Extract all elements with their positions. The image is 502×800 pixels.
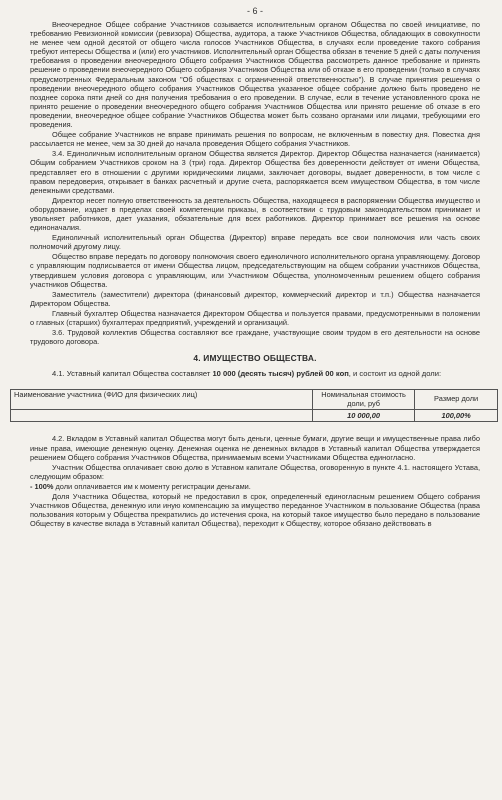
capital-statement — [30, 369, 480, 379]
shares-table — [10, 389, 498, 423]
page-number: - 6 - — [246, 6, 263, 16]
payment-line — [30, 482, 480, 491]
capital-suffix: , и состоит из одной доли: — [348, 369, 442, 379]
table-header-row — [11, 389, 498, 410]
table-row — [11, 410, 498, 422]
section-title: 4. ИМУЩЕСТВО ОБЩЕСТВА. — [193, 353, 317, 364]
column-header-nominal-value: Номинальная стоимость доли, руб — [312, 389, 414, 410]
paragraph-deputy-director: Заместитель (заместители) директора (финансовый директор, коммерческий директор и т.п.) Общества назначается Директором Общества. — [30, 289, 480, 308]
paragraph-manager-contract: Общество вправе передать по договору полномочия своего единоличного исполнительного органа управляющему. Договор с управляющим подписывается от имени Общества лицом, председательствующим на общем собрании участников Общества, утвердившем условия договора с управляющим, или Участником Общества, уполномоченным решением общего собрания участников Общества. — [30, 252, 480, 289]
paragraph-workforce: 3.6. Трудовой коллектив Общества составляют все граждане, участвующие своим трудом в его деятельности на основе трудового договора. — [30, 328, 480, 347]
column-header-participant: Наименование участника (ФИО для физических лиц) — [11, 389, 313, 410]
paragraph-chief-accountant: Главный бухгалтер Общества назначается Директором Общества и пользуется правами, предусмотренными в положении о главных (старших) бухгалтерах предприятий, учреждений и организаций. — [30, 308, 480, 327]
cell-nominal-value: 10 000,00 — [312, 410, 414, 422]
capital-prefix: 4.1. Уставный капитал Общества составляет — [52, 369, 213, 379]
capital-amount: 10 000 (десять тысяч) рублей 00 коп — [212, 369, 349, 379]
paragraph-director-responsibility: Директор несет полную ответственность за деятельность Общества, находящееся в распоряжении Общества имущество и оборудование, издает в пределах своей компетенции приказы, в соответствии с трудовым законодательством принимает и увольняет работников, дает указания, обязательные для всех работников. Директор принимает все решения на основе единоначалия. — [30, 195, 480, 233]
cell-share-size: 100,00% — [415, 410, 498, 422]
paragraph-payment-method: Участник Общества оплачивает свою долю в Уставном капитале Общества, оговоренную в пункте 4.1. настоящего Устава, следующим образом: — [30, 462, 480, 481]
paragraph-contributions: 4.2. Вкладом в Уставный капитал Общества могут быть деньги, ценные бумаги, другие вещи и имущественные права либо иные права, имеющие денежную оценку. Денежная оценка не денежных вкладов в Уставный капитал Общества утверждается решением Общего собрания Участников Общества, принимаемым всеми Участниками Общества единогласно. — [30, 434, 480, 462]
paragraph-extraordinary-meeting: Внеочередное Общее собрание Участников созывается исполнительным органом Общества по своей инициативе, по требованию Ревизионной комиссии (ревизора) Общества, аудитора, а также Участников Общества, обладающих в совокупности не менее чем одной десятой от общего числа голосов Участников Общества, в случаях если проведение такого собрания требуют интересы Общества и (или) его участников. Исполнительный орган Общества обязан в течение 5 дней с даты получения требования о проведении внеочередного Общего собрания Участников Общества рассмотреть данное требование и принять решение о проведении внеочередного Общего собрания Участников Общества или об отказе в его проведении (только в случаях предусмотренных Федеральным законом "Об обществах с ограниченной ответственностью"). В случае принятия решения о проведении внеочередного общего собрания Участников Общества указанное общее собрание должно быть проведено не позднее сорока пяти дней со дня получения требования о его проведении. В случае, если в течение установленного срока не принято решение о проведении внеочередного общего собрания Участников Общества или принято решение об отказе в его проведении, внеочередное общее собрание Участников Общества может быть созвано органами или лицами, требующими его проведения. — [30, 20, 480, 130]
paragraph-delegation: Единоличный исполнительный орган Общества (Директор) вправе передать все свои полномочия или часть своих полномочий другому лицу. — [30, 233, 480, 252]
paragraph-director-appointment: 3.4. Единоличным исполнительным органом Общества является Директор. Директор Общества назначается (нанимается) Общим собранием Участников сроком на 3 (три) года. Директор Общества без доверенности действует от имени Общества, представляет его в отношении с другими юридическими лицами, заключает договоры, выдает доверенности, в том числе с правом передоверия, открывает в банках расчетный и другие счета, распоряжается всем имуществом Общества, в том числе денежными средствами. — [30, 149, 480, 195]
paragraph-share-transfer: Доля Участника Общества, который не предоставил в срок, определенный единогласным решением Общего собрания Участников Общества, денежную или иную компенсацию за имущество переданное Участником в пользование Общества (права пользования которым у Общества прекратились до истечения срока, на который такое имущество было передано в пользование Обществу в качестве вклада в Уставный капитал Общества), переходит к Обществу, которое обязано действовать в — [30, 492, 480, 529]
column-header-share-size: Размер доли — [415, 389, 498, 410]
cell-participant — [11, 410, 313, 422]
payment-rest: доли оплачивается им к моменту регистрации деньгами. — [53, 481, 251, 491]
payment-percent: - 100% — [30, 481, 54, 491]
paragraph-agenda: Общее собрание Участников не вправе принимать решения по вопросам, не включенным в повестку дня. Повестка дня рассылается не менее, чем за 30 дней до начала проведения Общего собрания Участников. — [30, 130, 480, 149]
